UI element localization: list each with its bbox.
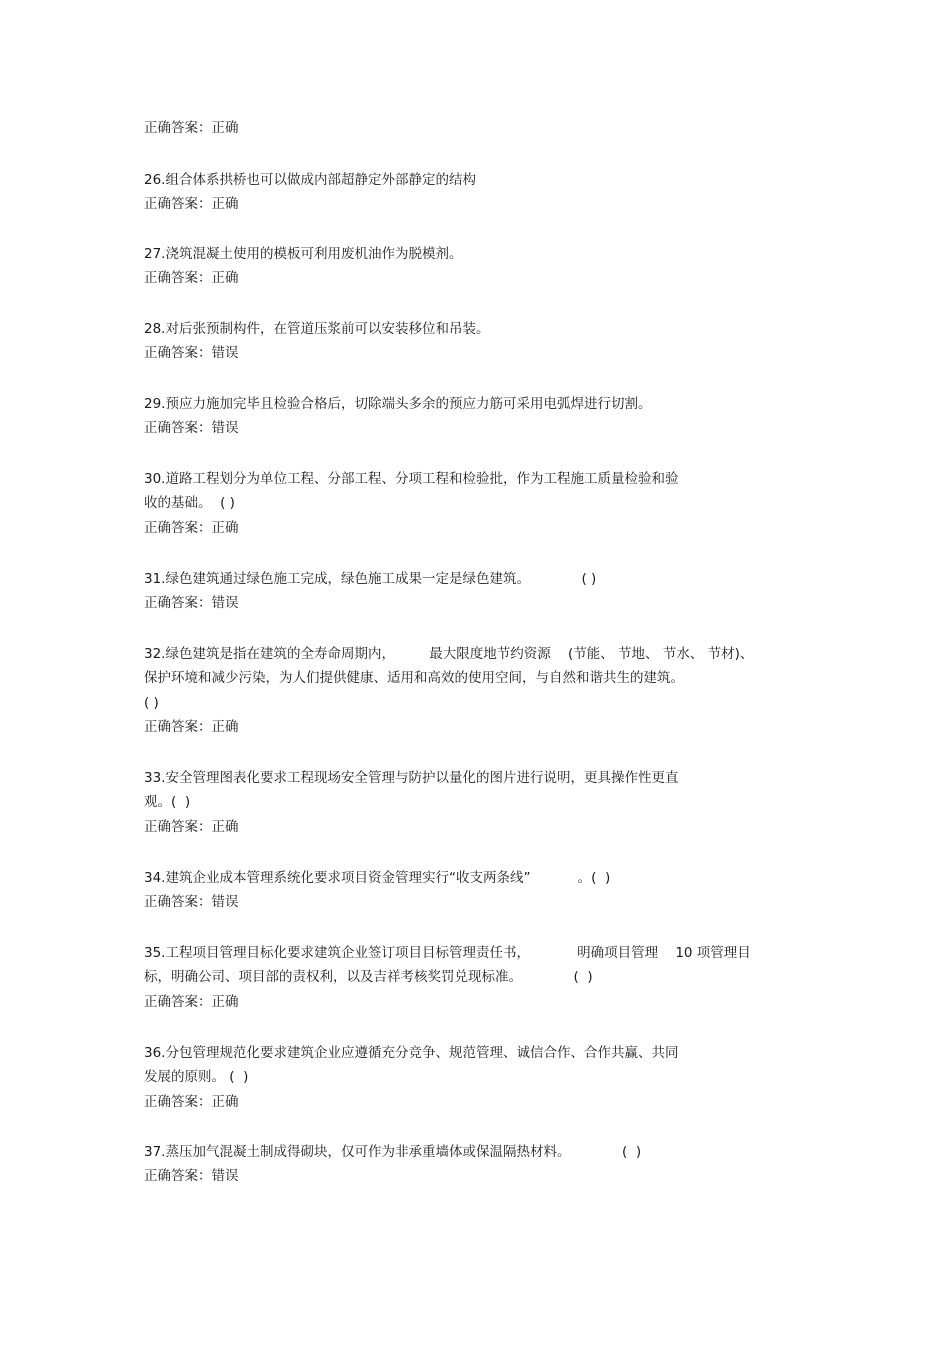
question-27-text: 27.浇筑混凝土使用的模板可利用废机油作为脱模剂。 xyxy=(144,246,463,262)
question-35-text-line-2: 标，明确公司、项目部的责权利，以及吉祥考核奖罚兑现标准。 ( ) xyxy=(144,969,593,985)
question-32-text-line-3: ( ) xyxy=(144,695,159,711)
question-36-text-line-2: 发展的原则。 ( ) xyxy=(144,1069,249,1085)
question-31-answer: 正确答案：错误 xyxy=(144,595,239,611)
question-27-answer: 正确答案：正确 xyxy=(144,270,239,286)
question-32-answer: 正确答案：正确 xyxy=(144,719,239,735)
question-34-answer: 正确答案：错误 xyxy=(144,894,239,910)
question-28-answer: 正确答案：错误 xyxy=(144,345,239,361)
question-26-text: 26.组合体系拱桥也可以做成内部超静定外部静定的结构 xyxy=(144,172,476,188)
question-30-text-line-2: 收的基础。 ( ) xyxy=(144,495,235,511)
question-31-text: 31.绿色建筑通过绿色施工完成，绿色施工成果一定是绿色建筑。 ( ) xyxy=(144,571,597,587)
question-29-text: 29.预应力施加完毕且检验合格后，切除端头多余的预应力筋可采用电弧焊进行切割。 xyxy=(144,396,652,412)
question-36-answer: 正确答案：正确 xyxy=(144,1094,239,1110)
question-32-text-line-1: 32.绿色建筑是指在建筑的全寿命周期内， 最大限度地节约资源 (节能、 节地、 节水、 节材)、 xyxy=(144,646,754,662)
question-32-text-line-2: 保护环境和减少污染，为人们提供健康、适用和高效的使用空间，与自然和谐共生的建筑。 xyxy=(144,670,684,686)
question-33-text-line-2: 观。( ) xyxy=(144,794,191,810)
question-30-text-line-1: 30.道路工程划分为单位工程、分部工程、分项工程和检验批，作为工程施工质量检验和验 xyxy=(144,471,679,487)
question-29-answer: 正确答案：错误 xyxy=(144,420,239,436)
question-26-answer: 正确答案：正确 xyxy=(144,196,239,212)
question-35-answer: 正确答案：正确 xyxy=(144,994,239,1010)
question-33-answer: 正确答案：正确 xyxy=(144,819,239,835)
question-34-text: 34.建筑企业成本管理系统化要求项目资金管理实行“收支两条线” 。( ) xyxy=(144,870,611,886)
question-30-answer: 正确答案：正确 xyxy=(144,520,239,536)
question-37-text: 37.蒸压加气混凝土制成得砌块，仅可作为非承重墙体或保温隔热材料。 ( ) xyxy=(144,1144,642,1160)
question-33-text-line-1: 33.安全管理图表化要求工程现场安全管理与防护以量化的图片进行说明，更具操作性更直 xyxy=(144,770,679,786)
question-37-answer: 正确答案：错误 xyxy=(144,1168,239,1184)
question-35-text-line-1: 35.工程项目管理目标化要求建筑企业签订项目目标管理责任书， 明确项目管理 10 项管理目 xyxy=(144,945,751,961)
question-28-text: 28.对后张预制构件，在管道压浆前可以安装移位和吊装。 xyxy=(144,321,490,337)
question-36-text-line-1: 36.分包管理规范化要求建筑企业应遵循充分竞争、规范管理、诚信合作、合作共赢、共同 xyxy=(144,1045,679,1061)
lead-answer: 正确答案：正确 xyxy=(144,120,239,136)
